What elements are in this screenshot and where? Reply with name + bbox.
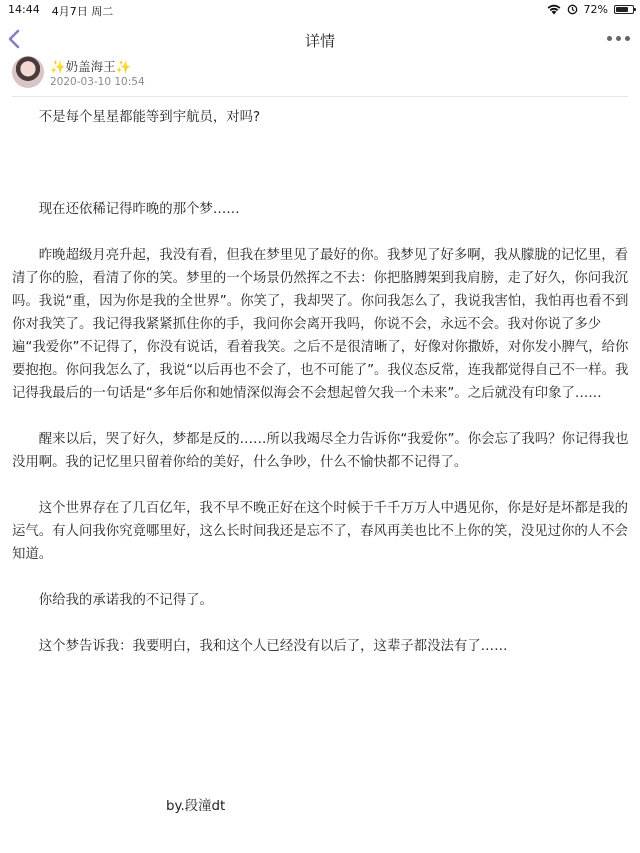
battery-percent: 72% [583, 3, 608, 16]
paragraph-gap [12, 566, 630, 589]
divider [12, 96, 628, 97]
status-bar [0, 0, 640, 22]
article-paragraph: 这个世界存在了几百亿年，我不早不晚正好在这个时候于千千万万人中遇见你，你是好是坏都是我的运气。有人问我你究竟哪里好，这么长时间我还是忘不了，春风再美也比不上你的笑，没见过你的人不会知道。 [12, 501, 628, 562]
status-time: 14:44 [8, 3, 40, 16]
article-paragraph: 昨晚超级月亮升起，我没有看，但我在梦里见了最好的你。我梦见了好多啊，我从朦胧的记忆里，看清了你的脸，看清了你的笑。梦里的一个场景仍然挥之不去：你把胳膊架到我肩膀，走了好久，你问我沉吗。我说“重，因为你是我的全世界”。你笑了，我却哭了。你问我怎么了，我说我害怕，我怕再也看不到你对我笑了。我记得我紧紧抓住你的手，我问你会离开我吗，你说不会，永远不会。我对你说了多少遍“我爱你”不记得了，你没有说话，看着我笑。之后不是很清晰了，好像对你撒娇，对你发小脾气，给你要抱抱。你问我怎么了，我说“以后再也不会了，也不可能了”。我仪态反常，连我都觉得自己不一样。我记得我最后的一句话是“多年后你和她情深似海会不会想起曾欠我一个未来”。之后就没有印象了…… [12, 248, 629, 401]
more-dot [625, 36, 630, 41]
page-title: 详情 [304, 32, 335, 50]
paragraph-gap [12, 405, 630, 428]
more-dot [607, 36, 612, 41]
article-paragraph: 现在还依稀记得昨晚的那个梦…… [38, 202, 240, 217]
article-body [12, 106, 630, 658]
status-left [8, 3, 113, 19]
paragraph-gap [12, 474, 630, 497]
status-right [547, 3, 634, 16]
more-dot [616, 36, 621, 41]
alarm-icon [567, 4, 578, 15]
more-dots-icon[interactable] [607, 36, 630, 41]
nav-bar [0, 22, 640, 56]
author-header [12, 56, 612, 90]
paragraph-gap [12, 175, 630, 198]
paragraph-gap [12, 612, 630, 635]
article-signature: by.段潼dt [166, 799, 226, 814]
article-paragraph: 不是每个星星都能等到宇航员，对吗? [38, 110, 261, 125]
paragraph-gap [12, 129, 630, 175]
article-paragraph: 这个梦告诉我：我要明白，我和这个人已经没有以后了，这辈子都没法有了…… [38, 639, 508, 654]
post-date: 2020-03-10 10:54 [50, 76, 145, 88]
battery-icon [614, 5, 634, 14]
paragraph-gap [12, 221, 630, 244]
avatar[interactable] [12, 56, 44, 88]
article-paragraph: 你给我的承诺我的不记得了。 [38, 593, 213, 608]
battery-fill [616, 7, 628, 12]
author-name[interactable]: ✨奶盖海王✨ [50, 59, 132, 74]
wifi-icon [547, 4, 561, 15]
status-date: 4月7日 周二 [51, 5, 114, 18]
article-paragraph: 醒来以后，哭了好久，梦都是反的……所以我竭尽全力告诉你“我爱你”。你会忘了我吗？你记得我也没用啊。我的记忆里只留着你给的美好，什么争吵，什么不愉快都不记得了。 [12, 432, 629, 470]
